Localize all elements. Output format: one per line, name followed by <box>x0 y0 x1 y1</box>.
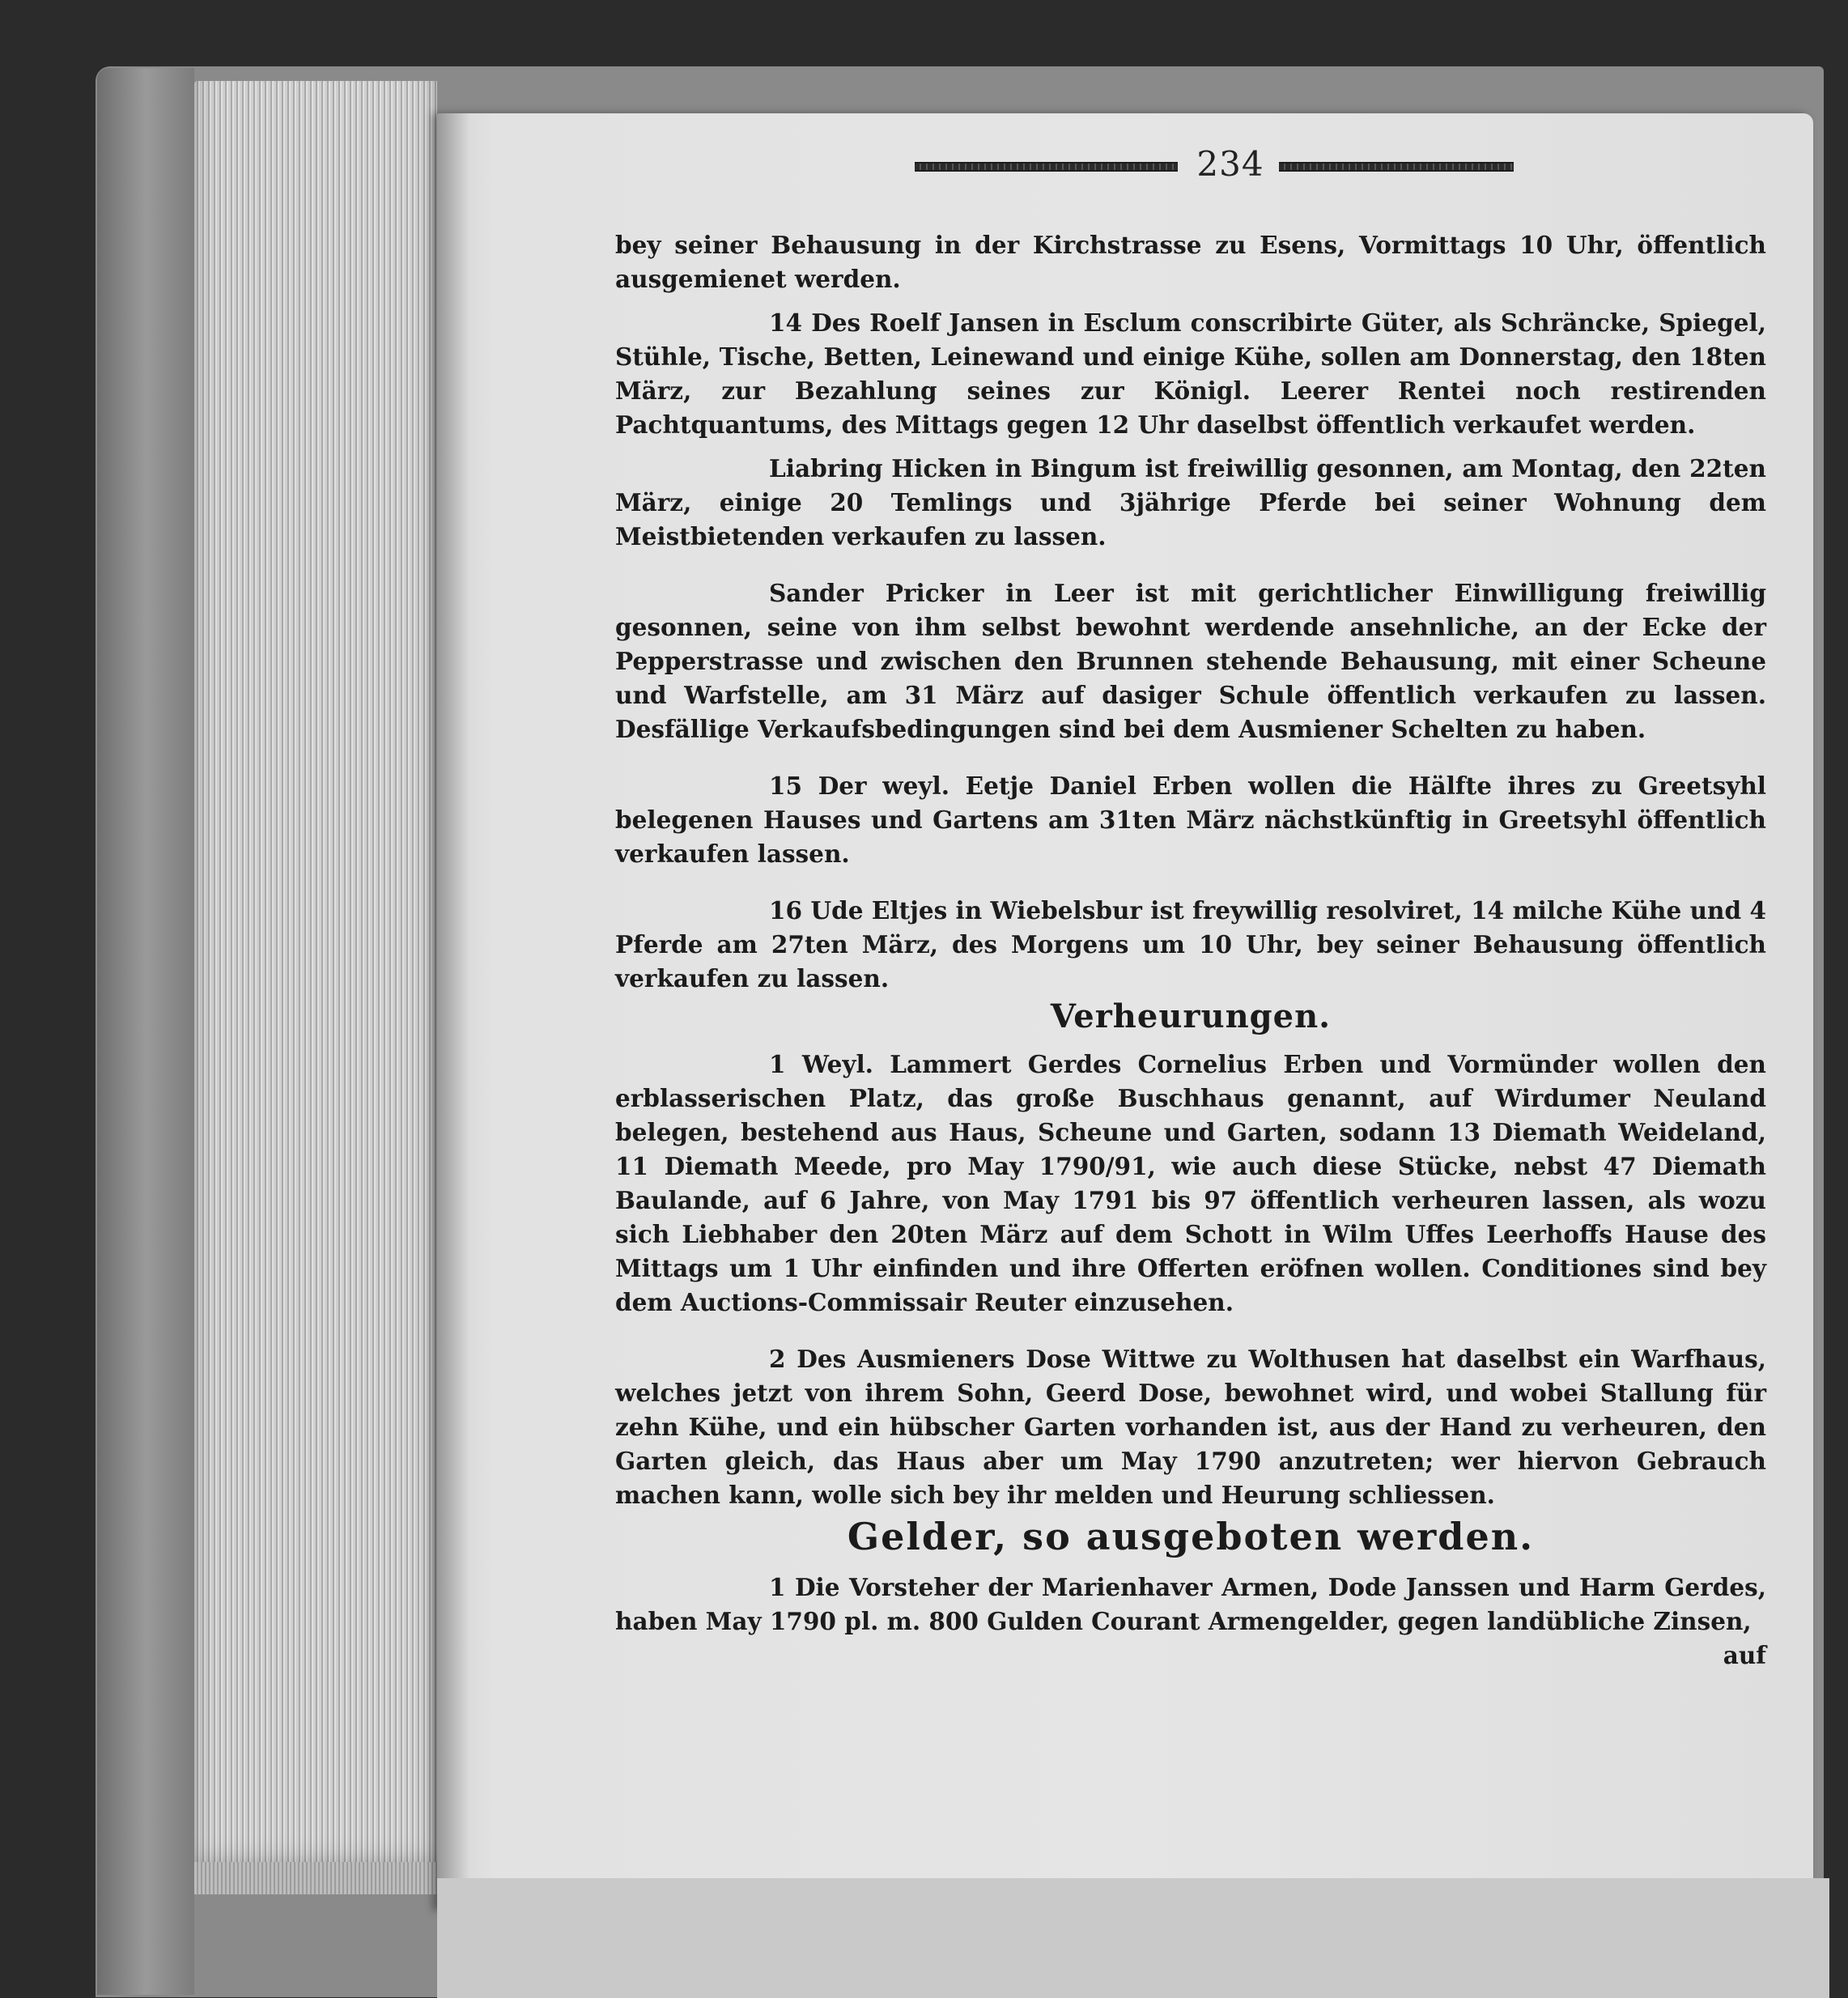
header-rule-right <box>1279 162 1514 172</box>
page-edges <box>194 81 437 1886</box>
book-spine <box>97 68 194 1995</box>
verheurungen-paragraph-1: 1 Weyl. Lammert Gerdes Cornelius Erben und Vormünder wollen den erblasserischen Platz, das große Buschhaus genannt, auf Wirdumer Neuland belegen, bestehend aus Haus, Scheune und Garten, sodann 13 Diemath Weideland, 11 Diemath Meede, pro May 1790/91, wie auch diese Stücke, nebst 47 Diemath Baulande, auf 6 Jahre, von May 1791 bis 97 öffentlich verheuren lassen, als wozu sich Liebhaber den 20ten März auf dem Schott in Wilm Uffes Leerhoffs Hause des Mittags um 1 Uhr einfinden und ihre Offerten eröfnen wollen. Conditiones sind bey dem Auctions-Commissair Reuter einzusehen. <box>615 1050 1766 1316</box>
paragraph-15: 15 Der weyl. Eetje Daniel Erben wollen die Hälfte ihres zu Greetsyhl belegenen Hauses und Gartens am 31ten März nächstkünftig in Greetsyhl öffentlich verkaufen lassen. <box>615 772 1766 868</box>
verheurungen-paragraph-2: 2 Des Ausmieners Dose Wittwe zu Wolthusen hat daselbst ein Warfhaus, welches jetzt von ihrem Sohn, Geerd Dose, bewohnet wird, und wobei Stallung für zehn Kühe, und ein hübscher Garten vorhanden ist, aus der Hand zu verheuren, den Garten gleich, das Haus aber um May 1790 anzutreten; wer hiervon Gebrauch machen kann, wolle sich bey ihr melden und Heurung schliessen. <box>615 1345 1766 1509</box>
gelder-paragraph-1: 1 Die Vorsteher der Marienhaver Armen, Dode Janssen und Harm Gerdes, haben May 1790 pl. m. 800 Gulden Courant Armengelder, gegen landübliche Zinsen, <box>615 1573 1766 1635</box>
catchword: auf <box>1723 1641 1766 1669</box>
section-heading-gelder: Gelder, so ausgeboten werden. <box>847 1515 1535 1558</box>
page-body <box>615 228 1766 1673</box>
paragraph-sander: Sander Pricker in Leer ist mit gerichtlicher Einwilligung freiwillig gesonnen, seine von ihm selbst bewohnt werdende ansehnliche, an der Ecke der Pepperstrasse und zwischen den Brunnen stehende Behausung, mit einer Scheune und Warfstelle, am 31 März auf dasiger Schule öffentlich verkaufen zu lassen. Desfällige Verkaufsbedingungen sind bei dem Ausmiener Schelten zu haben. <box>615 579 1766 743</box>
page-edges-bottom <box>194 1862 453 1894</box>
paragraph-liabring: Liabring Hicken in Bingum ist freiwillig gesonnen, am Montag, den 22ten März, einige 20 Temlings und 3jährige Pferde bei seiner Wohnung dem Meistbietenden verkaufen zu lassen. <box>615 454 1766 551</box>
page-number: 234 <box>1196 144 1264 184</box>
page-header <box>915 144 1514 189</box>
header-rule-left <box>915 162 1178 172</box>
page-bottom-edge <box>437 1878 1829 1998</box>
paragraph-continuation: bey seiner Behausung in der Kirchstrasse zu Esens, Vormittags 10 Uhr, öffentlich ausgemienet werden. <box>615 231 1766 293</box>
page-gutter-shadow <box>437 113 469 1911</box>
paragraph-14: 14 Des Roelf Jansen in Esclum conscribirte Güter, als Schräncke, Spiegel, Stühle, Tische, Betten, Leinewand und einige Kühe, sollen am Donnerstag, den 18ten März, zur Bezahlung seines zur Königl. Leerer Rentei noch restirenden Pachtquantums, des Mittags gegen 12 Uhr daselbst öffentlich verkaufet werden. <box>615 308 1766 439</box>
section-heading-verheurungen: Verheurungen. <box>1050 997 1332 1035</box>
paragraph-16: 16 Ude Eltjes in Wiebelsbur ist freywillig resolviret, 14 milche Kühe und 4 Pferde am 27ten März, des Morgens um 10 Uhr, bey seiner Behausung öffentlich verkaufen zu lassen. <box>615 896 1766 993</box>
